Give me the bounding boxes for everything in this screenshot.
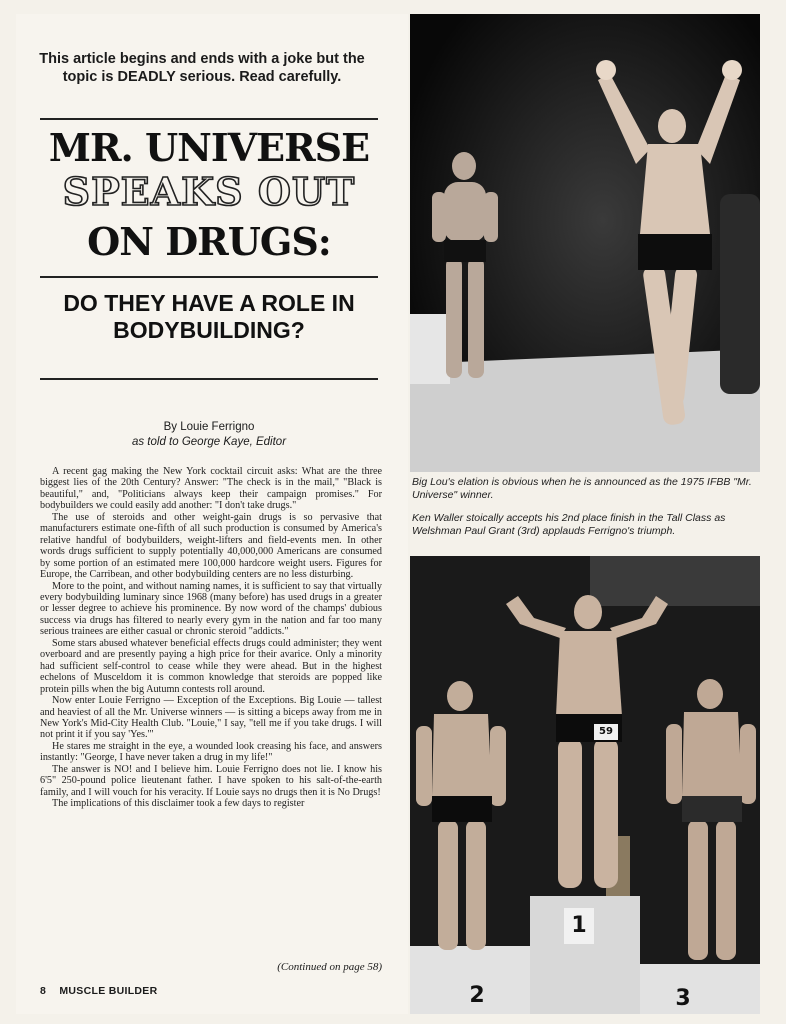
body-paragraph: The answer is NO! and I believe him. Louie Ferrigno does not lie. I know his 6'5" 250-pound police lieutenant father. I have spoken to his salt-of-the-earth family, and I will vouch for his veracity. If Louie says no drugs then it is No Drugs! (40, 763, 382, 798)
podium-third-label: 3 (668, 984, 698, 1014)
body-paragraph: A recent gag making the New York cocktail circuit asks: What are the three biggest lies of the 20th Century? Answer: "The check is in the mail," "Black is beautiful," and, "Politicians always keep their campaign promises." For bodybuilders we could easily add another: "I don't take drugs." (40, 466, 382, 512)
caption-top: Big Lou's elation is obvious when he is announced as the 1975 IFBB "Mr. Universe" winner. (412, 476, 752, 501)
rule-bottom (40, 378, 378, 380)
rule-middle (40, 276, 378, 278)
subheadline: DO THEY HAVE A ROLE IN BODYBUILDING? (63, 290, 355, 343)
contestant-number: 59 (594, 724, 618, 740)
article-body (40, 466, 382, 810)
byline (40, 420, 378, 450)
body-paragraph: Now enter Louie Ferrigno — Exception of the Exceptions. Big Louie — tallest and heaviest of all the Mr. Universe winners — is sitting a biceps away from me in New York's Mid-City Health Club. "Louie," I say, "tell me if you take drugs. I will not print it if you say 'Yes.'" (40, 695, 382, 741)
body-paragraph: Some stars abused whatever beneficial effects drugs could administer; they went overboard and are presently paying a high price for their avarice. Only a minority had sufficient self-control to cease while they were ahead. But in the highest echelons of Musceldom it is common knowledge that steroids are popped like protein pills when the big Autumn contests roll around. (40, 637, 382, 695)
body-paragraph: The implications of this disclaimer took a few days to register (52, 798, 305, 810)
headline-line-3: ON DRUGS: (87, 219, 331, 264)
body-paragraph: The use of steroids and other weight-gain drugs is so pervasive that manufacturers estimate one-fifth of all such production is consumed by America's relative handful of bodybuilders, weight-lifters and field-events men. In other words drugs sufficient to supply potentially 40,000,000 Americans are consumed by some portion of an estimated mere 100,000 hardcore weight users. Figures for Europe, the Carribean, and other bodybuilding centers are no less disturbing. (40, 511, 382, 581)
page-number: 8 (40, 985, 47, 997)
continued-note: (Continued on page 58) (277, 961, 382, 973)
podium-first-label: 1 (564, 908, 594, 944)
rule-top (40, 118, 378, 120)
headline-line-2: SPEAKS OUT (62, 169, 356, 214)
page-footer (40, 985, 157, 997)
photo-illustration-top (410, 14, 760, 472)
byline-editor: as told to George Kaye, Editor (131, 436, 287, 448)
podium-second-label: 2 (462, 980, 492, 1012)
byline-author: By Louie Ferrigno (163, 421, 255, 433)
headline-line-1: MR. UNIVERSE (48, 125, 370, 170)
body-paragraph: More to the point, and without naming names, it is sufficient to say that virtually every bodybuilding luminary since 1968 (many before) has used drugs in a greater or lesser degree to achieve his prominence. By now word of the champs' dubious success via drugs has filtered to nearly every gym in the nation and far too many serious trainees are either casual or chronic steroid "addicts." (40, 580, 382, 638)
magazine-name: MUSCLE BUILDER (59, 985, 158, 997)
photo-illustration-bottom (410, 556, 760, 1014)
teaser-text: This article begins and ends with a joke but the topic is DEADLY serious. Read carefully. (39, 51, 365, 85)
photo-podium (410, 556, 760, 1014)
body-paragraph: He stares me straight in the eye, a wounded look creasing his face, and answers instantly: "George, I have never taken a drug in my life!" (40, 740, 382, 764)
photo-mr-universe-announcement (410, 14, 760, 472)
caption-bottom: Ken Waller stoically accepts his 2nd place finish in the Tall Class as Welshman Paul Grant (3rd) applauds Ferrigno's triumph. (412, 512, 726, 537)
